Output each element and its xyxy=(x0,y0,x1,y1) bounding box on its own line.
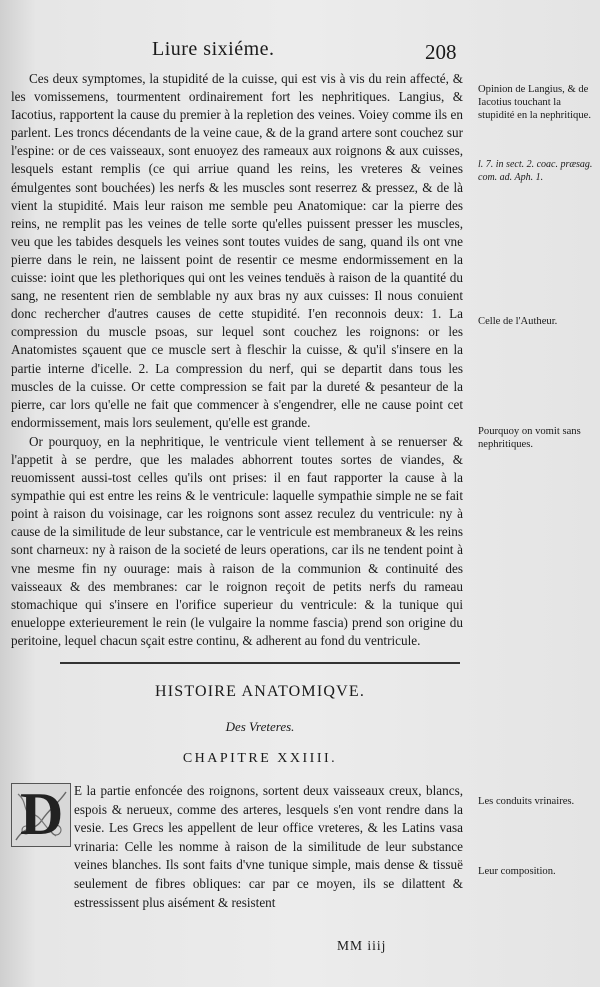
initial-letter: D xyxy=(20,781,64,847)
margin-note-citation: l. 7. in sect. 2. coac. præsag. com. ad. Aph. 1. xyxy=(478,159,593,183)
chapter-paragraph: E la partie enfoncée des roignons, sortent deux vaisseaux creux, blancs, espois & nerueux, comme des arteres, lesquels s'en vont rendre dans la vesie. Les Grecs les appellent de leur office vreteres, & les Latins vasa vrinaria: Celle les nomme à raison de la similitude de leur substance veines blanches. Ils sont faits d'vne tunique simple, mais dense & tissuë seulement de fibres obliques: car par ce moyen, ils se dilattent & estressissent plus aisément & resistent xyxy=(74,783,463,910)
margin-note-autheur: Celle de l'Autheur. xyxy=(478,316,558,327)
margin-note-conduits: Les conduits vrinaires. xyxy=(478,796,575,807)
chapter-heading: CHAPITRE XXIIII. xyxy=(182,751,338,766)
running-head: Liure sixiéme. xyxy=(152,38,275,60)
paragraph-vomissement: Or pourquoy, en la nephritique, le ventricule vient tellement à se renuerser & l'appetit à se perdre, que les malades abhorrent toutes sortes de viandes, & reuomissent aussi-tost celles qu'ils ont prises: il en faut rapporter la cause à la sympathie qui est entre les reins & le ventricule: laquelle sympathie simple ne se fait point à raison du voisinage, car les roignons sont assez reculez du ventricule: ny à cause de la similitude de leur substance, car le ventricule est membraneux & les reins sont charneux: ny à raison de la societé de leurs operations, car ils ne tendent point à vne mesme fin ny ouurage: mais à raison de la communion & continuité des vaisseaux & des membranes: car le roignon reçoit de petits nerfs du rameau stomachique qui s'insere en l'orifice superieur du ventricule: & la tunique qui enueloppe exterieurement le rein (le vulgaire la nomme fascia) prend son origine du peritoine, lequel chacun sçait estre continu, & adherent au fond du ventricule. xyxy=(11,433,463,648)
section-heading: HISTOIRE ANATOMIQVE. xyxy=(154,683,366,700)
signature-mark: MM iiij xyxy=(337,938,387,953)
margin-note-opinion: Opinion de Langius, & de Iacotius touchant la stupidité en la nephritique. xyxy=(478,84,591,121)
page-number: 208 xyxy=(425,40,457,64)
paragraph-stupidite: Ces deux symptomes, la stupidité de la cuisse, qui est vis à vis du rein affecté, & les vomissemens, tourmentent ordinairement fort les nephritiques. Langius, & Iacotius, rapportent la cause du premier à la repletion des veines. Voiey comme ils en parlent. Les troncs décendants de la veine caue, & de la grand artere sont couchez sur l'espine: or de ces vaisseaux, sont enuoyez des rameaux aux roignons & aux cuisses, lesquels estant remplis (ce qui arriue quand les reins, les vreteres & veines émulgentes sont bouchées) les nerfs & les muscles sont reserrez & pressez, & de là vient la stupidité. Mais leur raison me semble peu Anatomique: car la pierre des reins, ne remplit pas les veines de telle sorte qu'elles puissent presser les muscles, veu que les tabides desquels les veines sont toutes vuides de sang, quand ils ont vne pierre dans le rein, ne laissent point de resentir ce mesme endormissement en la cuisse: ioint que les plethoriques qui ont les veines tenduës à raison de la quantité du sang, ne resentent rien de semblable ny aux bras ny aux cuisses: Il nous conuient donc rechercher d'autres causes de cette stupidité. I'en reconnois deux: 1. La compression du muscle psoas, sur lequel sont couchez les roignons: or les Anatomistes sçauent que ce muscle sert à fleschir la cuisse, & qu'il s'insere en la partie interne d'icelle. 2. La compression du nerf, qui se departit dans tous les muscles de la cuisse. Or cette compression se fait par la dureté & pesanteur de la pierre, car lors qu'elle ne fait que commencer à s'engendrer, elle ne cause point cet endormissement, mais lors seulement, qu'elle est grande. xyxy=(11,71,463,430)
margin-note-composition: Leur composition. xyxy=(478,866,556,877)
main-text-upper xyxy=(11,70,463,650)
section-subheading: Des Vreteres. xyxy=(225,719,295,734)
margin-note-vomissement: Pourquoy on vomit sans nephritiques. xyxy=(478,426,581,450)
chapter-text xyxy=(11,782,463,912)
section-rule xyxy=(60,662,460,664)
